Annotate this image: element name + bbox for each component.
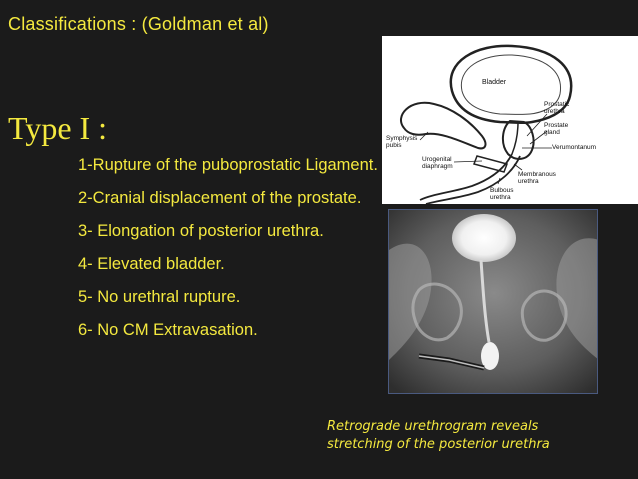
list-item: 6- No CM Extravasation. (78, 321, 258, 339)
label-urogenital-2: diaphragm (422, 163, 453, 170)
urethrogram-image (388, 209, 598, 394)
label-urogenital: Urogenital (422, 156, 452, 163)
leader-line (454, 161, 482, 162)
prostatic-urethra-line (512, 122, 518, 154)
label-symphysis-2: pubis (386, 142, 402, 149)
label-prostate-gland-2: gland (544, 129, 560, 136)
list-item: 2-Cranial displacement of the prostate. (78, 189, 362, 207)
caption-line-2: stretching of the posterior urethra (327, 437, 550, 452)
label-prostatic-urethra: Prostatic (544, 101, 570, 108)
bladder-contrast (452, 214, 516, 262)
label-membranous: Membranous (518, 171, 556, 178)
label-symphysis: Symphysis (386, 135, 418, 142)
bullet-list (78, 154, 378, 352)
list-item: 4- Elevated bladder. (78, 255, 225, 273)
label-bulbous-2: urethra (490, 194, 511, 201)
list-item: 3- Elongation of posterior urethra. (78, 222, 324, 240)
label-bladder: Bladder (482, 79, 507, 86)
label-verumontanum: Verumontanum (552, 144, 597, 151)
urethrogram-svg (389, 210, 598, 394)
leader-line (514, 164, 522, 170)
label-bulbous: Bulbous (490, 187, 514, 194)
slide-title: Classifications : (Goldman et al) (8, 14, 269, 34)
list-item: 5- No urethral rupture. (78, 288, 241, 306)
anatomy-diagram-svg (382, 36, 638, 204)
label-prostate-gland: Prostate (544, 122, 569, 129)
anatomy-diagram (382, 36, 638, 204)
leader-line (420, 132, 428, 140)
label-membranous-2: urethra (518, 178, 539, 185)
caption-line-1: Retrograde urethrogram reveals (327, 419, 539, 434)
list-item: 1-Rupture of the puboprostatic Ligament. (78, 156, 378, 174)
slide-heading: Type I : (8, 110, 108, 146)
image-caption (327, 418, 627, 454)
label-prostatic-urethra-2: urethra (544, 108, 565, 115)
urogenital-diaphragm-shape (474, 156, 507, 172)
